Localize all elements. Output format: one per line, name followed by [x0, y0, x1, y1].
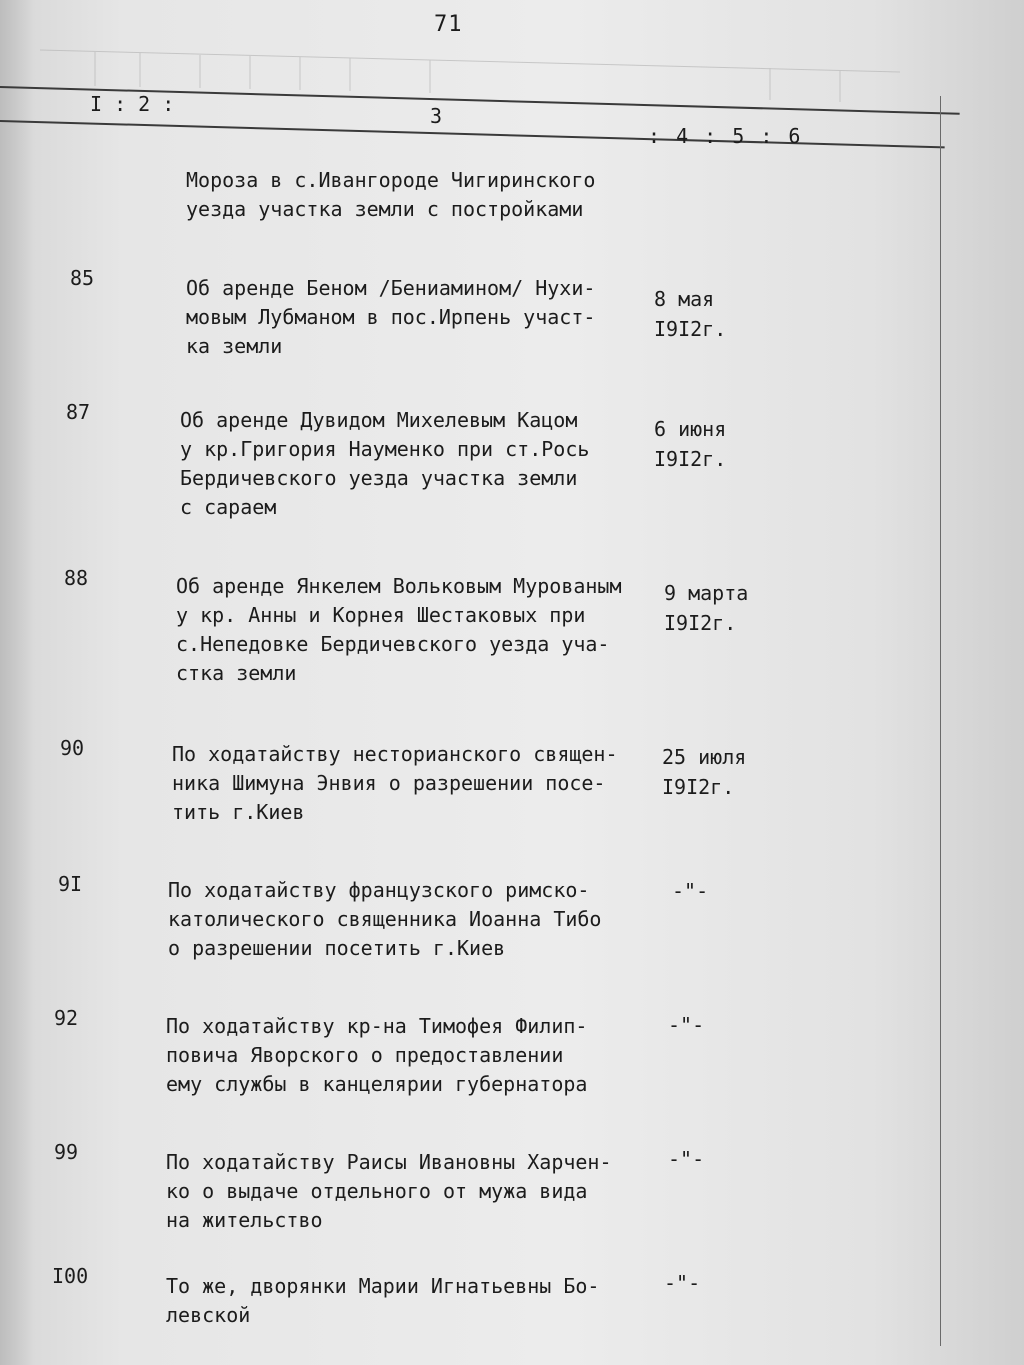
entry-date-line: I9I2г.: [664, 611, 737, 635]
entry-date-line: I9I2г.: [654, 447, 727, 471]
entry-line: тить г.Киев: [172, 800, 305, 824]
header-columns-1-2: I : 2 :: [90, 92, 175, 116]
page-edge-shadow: [0, 0, 34, 1365]
page-number: 71: [434, 12, 463, 37]
entry-line: с.Непедовке Бердичевского уезда уча-: [176, 632, 610, 656]
entry-line: с сараем: [180, 495, 277, 519]
entry-date: [654, 414, 726, 474]
entry-line: ка земли: [186, 334, 283, 358]
entry-date-line: 25 июля: [662, 745, 747, 769]
entry-line: Об аренде Беном /Бениамином/ Нухи-: [186, 276, 596, 300]
entry-line: левской: [166, 1303, 251, 1327]
header-rule-bottom: [0, 120, 945, 148]
header-column-3: 3: [430, 104, 443, 128]
entry-line: ко о выдаче отдельного от мужа вида: [166, 1179, 588, 1203]
entry-number: 85: [70, 266, 95, 290]
entry-text: [172, 740, 618, 827]
entry-line: Бердичевского уезда участка земли: [180, 466, 578, 490]
entry-date: [654, 284, 726, 344]
entry-number: 87: [66, 400, 91, 424]
entry-text: [176, 572, 622, 688]
continuation-line: уезда участка земли с постройками: [186, 197, 584, 221]
entry-line: католического священника Иоанна Тибо: [168, 907, 602, 931]
right-column-border: [940, 96, 941, 1346]
entry-date: [668, 1010, 704, 1040]
entry-date: [664, 578, 748, 638]
entry-number: 92: [54, 1006, 79, 1030]
entry-number: 9I: [58, 872, 83, 896]
entry-text: [186, 274, 595, 361]
entry-line: По ходатайству Раисы Ивановны Харчен-: [166, 1150, 612, 1174]
entry-line: мовым Лубманом в пос.Ирпень участ-: [186, 305, 596, 329]
entry-line: По ходатайству кр-на Тимофея Филип-: [166, 1014, 588, 1038]
entry-line: По ходатайству несторианского священ-: [172, 742, 618, 766]
entry-date: [672, 876, 708, 906]
header-columns-4-6: : 4 : 5 : 6: [648, 124, 803, 148]
continuation-line: Мороза в с.Ивангороде Чигиринского: [186, 168, 596, 192]
entry-text: [166, 1148, 612, 1235]
entry-line: ему службы в канцелярии губернатора: [166, 1072, 588, 1096]
entry-number: 88: [64, 566, 89, 590]
entry-line: повича Яворского о предоставлении: [166, 1043, 564, 1067]
entry-line: у кр.Григория Науменко при ст.Рось: [180, 437, 590, 461]
entry-date-line: 6 июня: [654, 417, 727, 441]
entry-date-line: -"-: [672, 879, 709, 903]
entry-date-line: -"-: [664, 1271, 701, 1295]
entry-date: [664, 1268, 700, 1298]
entry-text: [180, 406, 589, 522]
entry-line: у кр. Анны и Корнея Шестаковых при: [176, 603, 586, 627]
entry-number: I00: [52, 1264, 89, 1288]
entry-date: [668, 1144, 704, 1174]
entry-line: о разрешении посетить г.Киев: [168, 936, 506, 960]
entry-line: ника Шимуна Энвия о разрешении посе-: [172, 771, 606, 795]
entry-line: По ходатайству французского римско-: [168, 878, 590, 902]
entry-date-line: -"-: [668, 1147, 705, 1171]
entry-date-line: -"-: [668, 1013, 705, 1037]
entry-date-line: I9I2г.: [654, 317, 727, 341]
entry-text: [168, 876, 601, 963]
entry-text: [166, 1012, 587, 1099]
entry-date: [662, 742, 746, 802]
entry-number: 90: [60, 736, 85, 760]
entry-date-line: 9 марта: [664, 581, 749, 605]
entry-line: стка земли: [176, 661, 297, 685]
entry-text: [166, 1272, 599, 1330]
entry-date-line: 8 мая: [654, 287, 715, 311]
entry-line: на жительство: [166, 1208, 323, 1232]
entry-date-line: I9I2г.: [662, 775, 735, 799]
entry-line: Об аренде Янкелем Вольковым Мурованым: [176, 574, 622, 598]
entry-line: То же, дворянки Марии Игнатьевны Бо-: [166, 1274, 600, 1298]
entry-line: Об аренде Дувидом Михелевым Кацом: [180, 408, 578, 432]
entry-number: 99: [54, 1140, 79, 1164]
continuation-text: [186, 166, 595, 224]
